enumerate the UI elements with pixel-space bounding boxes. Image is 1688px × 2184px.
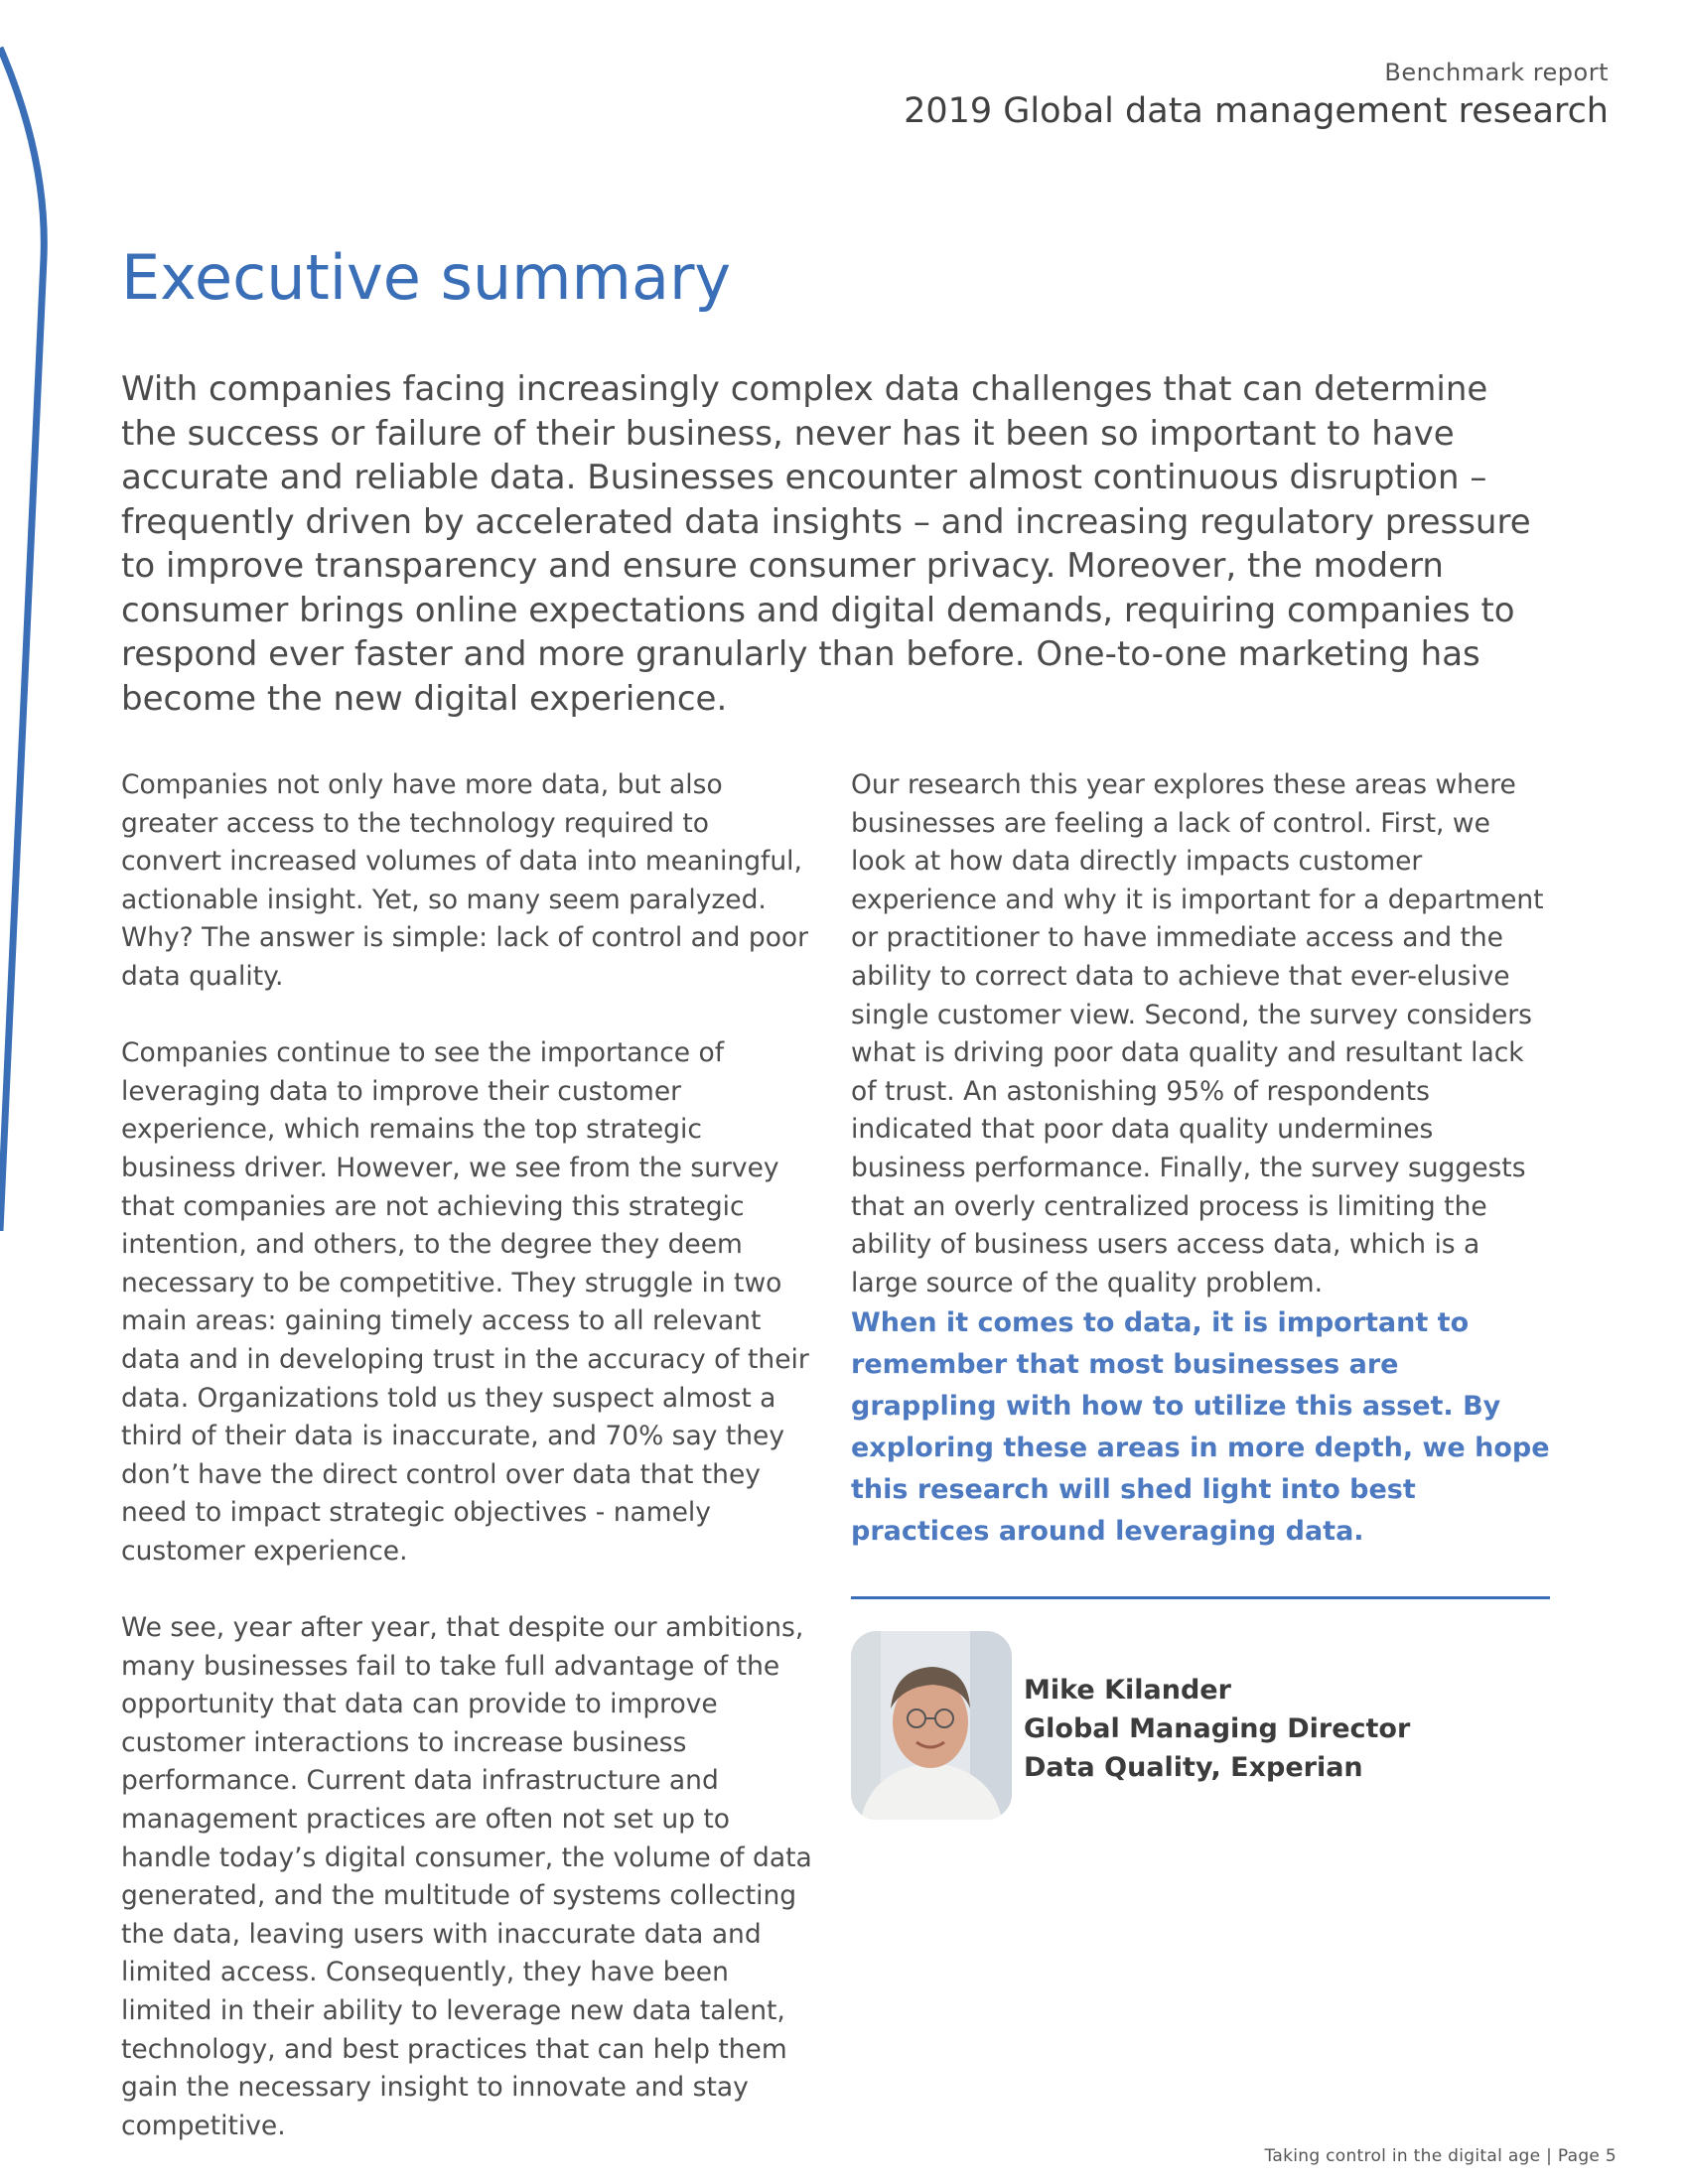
author-portrait-icon	[851, 1631, 1012, 1820]
page-title: Executive summary	[121, 241, 732, 314]
body-paragraph: Companies continue to see the importance of leveraging data to improve their customer experience, which remains the top strategic business driver. However, we see from the survey that companies are not achieving this strategic intention, and others, to the degree they deem necessary to be competitive. They struggle in two main areas: gaining timely access to all relevant data and in developing trust in the accuracy of their data. Organizations told us they suspect almost a third of their data is inaccurate, and 70% say they don’t have the direct control over data that they need to impact strategic objectives - namely customer experience.	[121, 1037, 809, 1567]
header-title: 2019 Global data management research	[904, 91, 1609, 131]
decorative-curve	[0, 0, 60, 1231]
pull-quote: When it comes to data, it is important to remember that most businesses are grappling with how to utilize this asset. By exploring these areas in more depth, we hope this research will shed light into best practices around leveraging data.	[851, 1307, 1550, 1548]
author-org: Data Quality, Experian	[1024, 1752, 1363, 1784]
body-paragraph: We see, year after year, that despite our ambitions, many businesses fail to take full advantage of the opportunity that data can provide to improve customer interactions to increase business performance. Current data infrastructure and management practices are often not set up to handle today’s digital consumer, the volume of data generated, and the multitude of systems collecting the data, leaving users with inaccurate data and limited access. Consequently, they have been limited in their ability to leverage new data talent, technology, and best practices that can help them gain the necessary insight to innovate and stay competitive.	[121, 1612, 812, 2141]
author-role: Global Managing Director	[1024, 1713, 1411, 1745]
quote-divider	[851, 1596, 1550, 1599]
left-column	[121, 766, 816, 2184]
lead-paragraph: With companies facing increasingly complex data challenges that can determine the success or failure of their business, never has it been so important to have accurate and reliable data. Businesses encounter almost continuous disruption – frequently driven by accelerated data insights – and increasing regulatory pressure to improve transparency and ensure consumer privacy. Moreover, the modern consumer brings online expectations and digital demands, requiring companies to respond ever faster and more granularly than before. One-to-one marketing has become the new digital experience.	[121, 369, 1531, 719]
header-kicker: Benchmark report	[1384, 59, 1609, 86]
page-footer: Taking control in the digital age | Page 5	[1264, 2146, 1617, 2166]
author-photo	[851, 1631, 1012, 1820]
body-paragraph: Companies not only have more data, but also greater access to the technology required to convert increased volumes of data into meaningful, actionable insight. Yet, so many seem paralyzed. Why? The answer is simple: lack of control and poor data quality.	[121, 769, 809, 992]
body-paragraph: Our research this year explores these areas where businesses are feeling a lack of control. First, we look at how data directly impacts customer experience and why it is important for a department or practitioner to have immediate access and the ability to correct data to achieve that ever-elusive single customer view. Second, the survey considers what is driving poor data quality and resultant lack of trust. An astonishing 95% of respondents indicated that poor data quality undermines business performance. Finally, the survey suggests that an overly centralized process is limiting the ability of business users access data, which is a large source of the quality problem.	[851, 769, 1544, 1298]
author-name: Mike Kilander	[1024, 1675, 1231, 1706]
right-column	[851, 766, 1551, 1830]
author-details	[1024, 1671, 1410, 1787]
author-block	[851, 1631, 1551, 1830]
running-header	[904, 56, 1609, 133]
